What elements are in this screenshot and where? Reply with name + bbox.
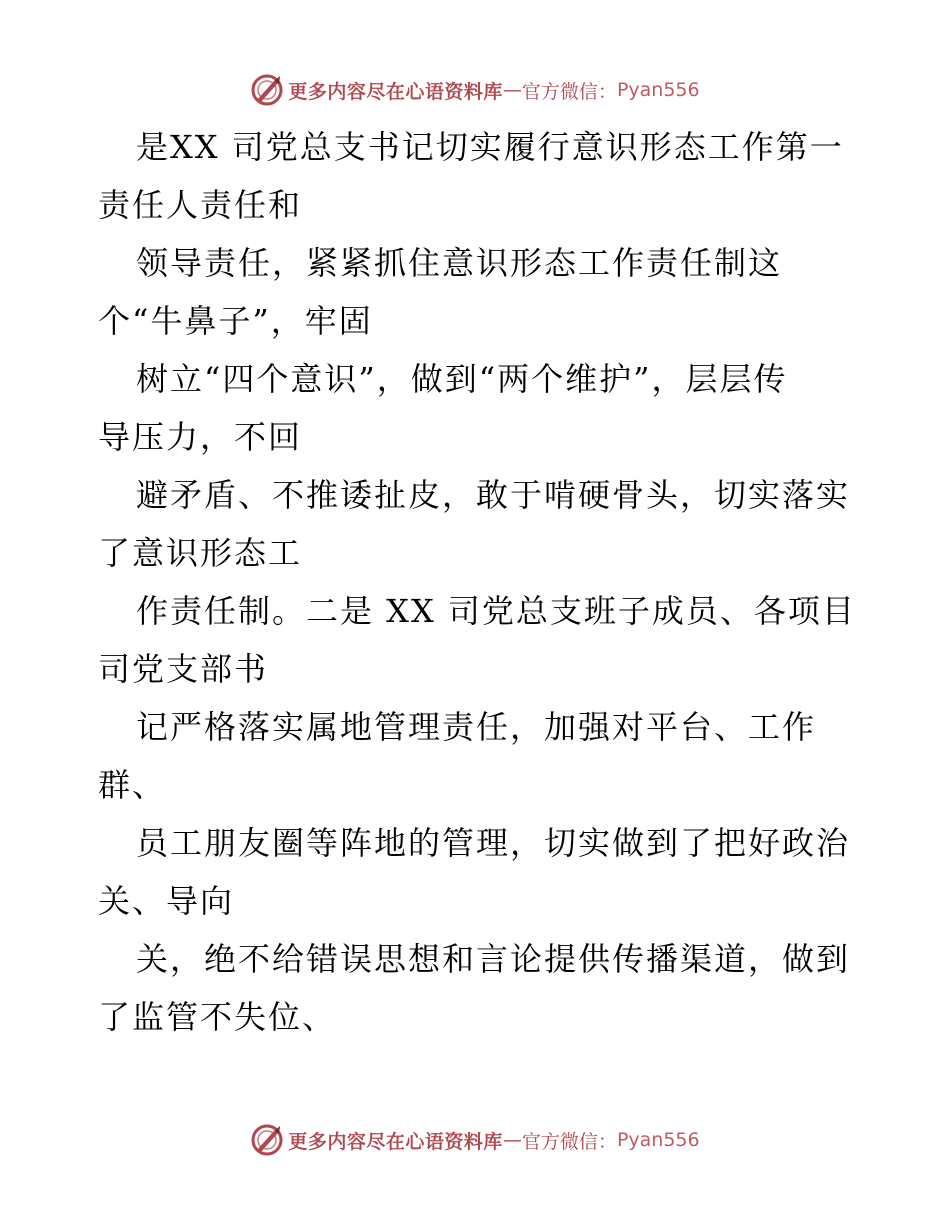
text-line: 避矛盾、不推诿扯皮，敢于啃硬骨头，切实落实 xyxy=(136,476,851,514)
text-line: 是XX 司党总支书记切实履行意识形态工作第一 xyxy=(136,128,844,166)
watermark-id: Pyan556 xyxy=(616,1129,700,1151)
footer-watermark xyxy=(0,1120,950,1160)
header-watermark xyxy=(0,70,950,110)
text-line: 导压力，不回 xyxy=(98,418,303,456)
document-body xyxy=(98,118,858,1046)
text-line: 了监管不失位、 xyxy=(98,998,337,1036)
text-line: 作责任制。二是 XX 司党总支班子成员、各项目 xyxy=(136,592,856,630)
watermark-title: 更多内容尽在心语资料库 xyxy=(288,1130,503,1153)
text-line: 关、导向 xyxy=(98,882,235,920)
watermark-label: 官方微信： xyxy=(521,1130,617,1153)
quill-logo-icon xyxy=(250,73,284,107)
text-line: 关，绝不给错误思想和言论提供传播渠道，做到 xyxy=(136,940,851,978)
watermark-title: 更多内容尽在心语资料库 xyxy=(288,80,503,103)
text-line: 领导责任，紧紧抓住意识形态工作责任制这 xyxy=(136,244,783,282)
watermark-dash: — xyxy=(502,79,522,101)
text-line: 了意识形态工 xyxy=(98,534,303,572)
text-line: 员工朋友圈等阵地的管理，切实做到了把好政治 xyxy=(136,824,851,862)
quill-logo-icon xyxy=(250,1123,284,1157)
text-line: 树立“四个意识”，做到“两个维护”，层层传 xyxy=(136,360,788,398)
text-line: 群、 xyxy=(98,766,167,804)
text-line: 司党支部书 xyxy=(98,650,269,688)
watermark-dash: — xyxy=(502,1129,522,1151)
watermark-label: 官方微信： xyxy=(521,80,617,103)
text-line: 记严格落实属地管理责任，加强对平台、工作 xyxy=(136,708,817,746)
text-line: 责任人责任和 xyxy=(98,186,303,224)
text-line: 个“牛鼻子”，牢固 xyxy=(98,302,373,340)
watermark-id: Pyan556 xyxy=(616,79,700,101)
